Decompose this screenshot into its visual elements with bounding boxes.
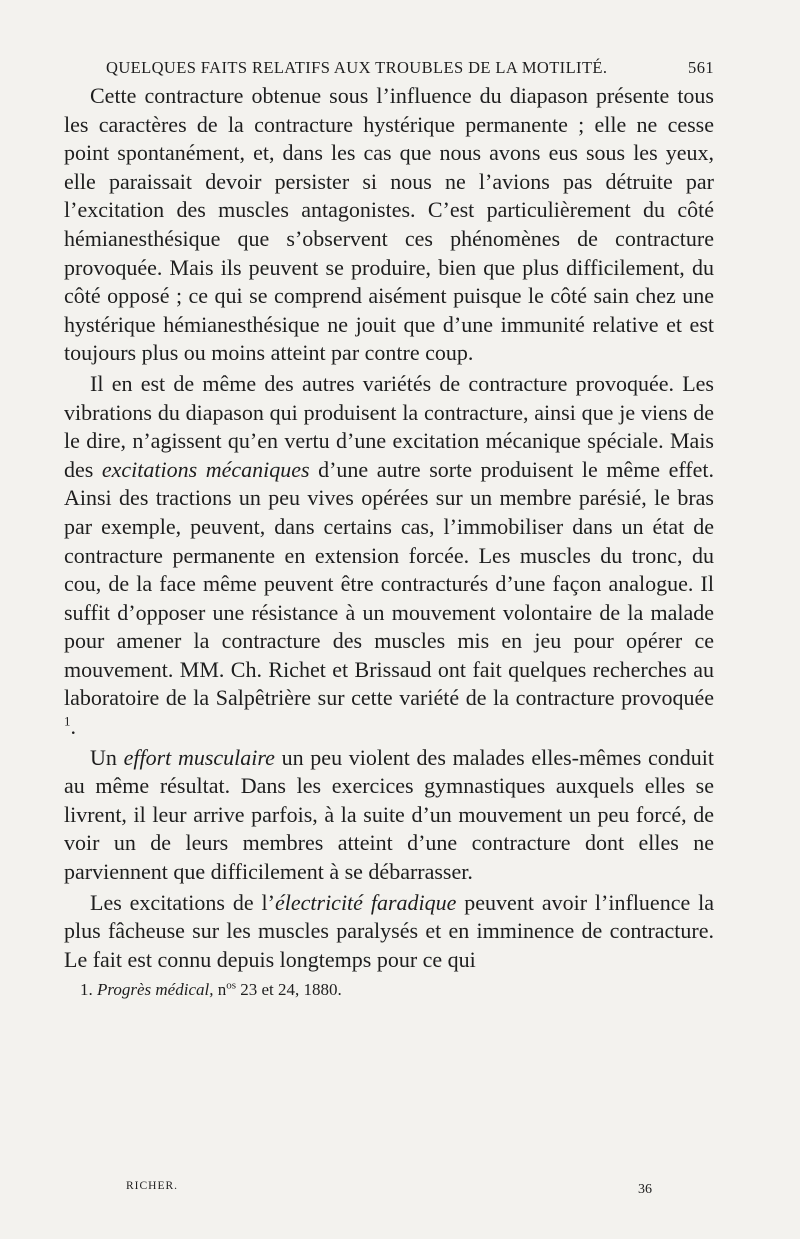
page-number: 561 xyxy=(688,58,714,77)
text-segment: Il en est de même des autres variétés de contracture provoquée. Les vibrations du diapason qui produisent la contracture, ainsi que je viens de le dire, n’agissent qu’en vertu d’une excitation mécanique spéciale. Mais des xyxy=(64,370,714,482)
text-segment: peuvent avoir l’influence la plus fâcheuse sur les muscles paralysés et en imminence de contracture. Le fait est connu depuis longtemps pour ce qui xyxy=(64,889,714,972)
paragraph xyxy=(64,82,714,368)
text-segment: Les excitations de l’ xyxy=(90,889,275,915)
italic-text: électricité faradique xyxy=(274,889,457,915)
text-segment: Un xyxy=(90,744,124,770)
text-segment: d’une autre sorte produisent le même effet. Ainsi des tractions un peu vives opérées sur un membre parésié, le bras par exemple, peuvent, dans certains cas, l’immobiliser dans un état de contracture permanente en extension forcée. Les muscles du tronc, du cou, de la face même peuvent être contracturés d’une façon analogue. Il suffit d’opposer une résistance à un mouvement volontaire de la malade pour amener la contracture des muscles mis en jeu pour opérer ce mouvement. MM. Ch. Richet et Brissaud ont fait quelques recherches au laboratoire de la Salpêtrière sur cette variété de la contracture provoquée xyxy=(64,456,714,711)
text-segment: . xyxy=(70,714,76,740)
text-segment: Cette contracture obtenue sous l’influence du diapason présente tous les caractères de la contracture hystérique permanente ; elle ne cesse point spontanément, et, dans les cas que nous avons eus sous les yeux, elle paraissait devoir persister si nous ne l’avions pas détruite par l’excitation des muscles antagonistes. C’est particulièrement du côté hémianesthésique que s’observent ces phénomènes de contracture provoquée. Mais ils peuvent se produire, bien que plus difficilement, du côté opposé ; ce qui se comprend aisément puisque le côté sain chez une hystérique hémianesthésique ne jouit que d’une immunité relative et est toujours plus ou moins atteint par contre coup. xyxy=(64,83,714,366)
footnote xyxy=(64,980,714,1000)
body-text xyxy=(64,82,714,974)
printer-signature: RICHER. xyxy=(126,1180,179,1192)
footnote-source: Progrès médical, xyxy=(97,980,214,1000)
running-head-title: QUELQUES FAITS RELATIFS AUX TROUBLES DE LA MOTILITÉ. xyxy=(106,58,608,77)
footnote-nos-sup: os xyxy=(226,979,236,992)
italic-text: excitations mécaniques xyxy=(101,456,310,482)
footnote-reference: 1 xyxy=(64,713,71,729)
signature-sheet-number: 36 xyxy=(638,1182,652,1197)
text-segment: un peu violent des malades elles-mêmes conduit au même résultat. Dans les exercices gymnastiques auxquels elles se livrent, il leur arrive parfois, à la suite d’un mouvement un peu forcé, de voir un de leurs membres atteint d’une contracture dont elles ne parviennent que difficilement à se débarrasser. xyxy=(64,744,714,885)
footnote-rest: 23 et 24, 1880. xyxy=(236,980,342,1000)
italic-text: effort musculaire xyxy=(123,744,275,770)
paragraph xyxy=(64,744,714,887)
footnote-nos: n xyxy=(217,980,227,1000)
paragraph xyxy=(64,889,714,975)
paragraph xyxy=(64,370,714,742)
running-head xyxy=(64,58,714,78)
footnote-marker: 1. xyxy=(80,980,93,1000)
